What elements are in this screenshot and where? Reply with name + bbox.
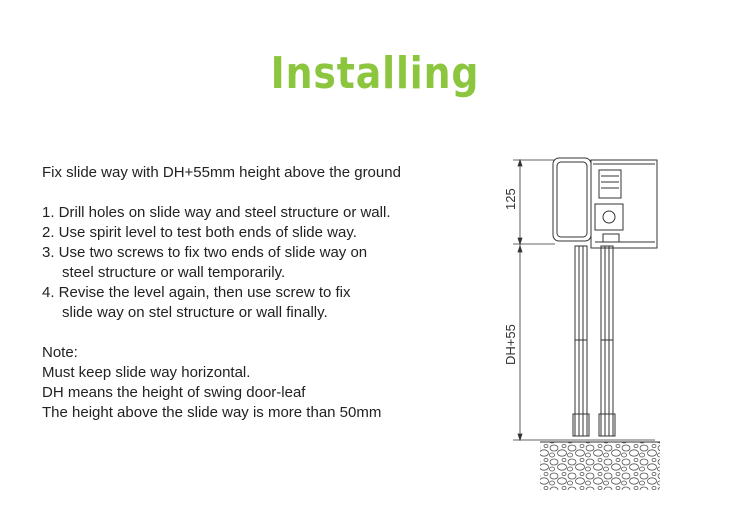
note-line-2: DH means the height of swing door-leaf [42, 384, 306, 401]
note-heading: Note: [42, 344, 78, 361]
page-title: Installing [270, 48, 480, 99]
ground-stones [540, 442, 660, 490]
step-4-cont: slide way on stel structure or wall finally. [62, 304, 328, 321]
operator-housing [553, 158, 657, 248]
note-line-1: Must keep slide way horizontal. [42, 364, 251, 381]
note-line-3: The height above the slide way is more than 50mm [42, 404, 382, 421]
dim-top-label: 125 [503, 188, 518, 210]
installation-diagram [495, 150, 665, 495]
intro-text: Fix slide way with DH+55mm height above the ground [42, 164, 401, 181]
dim-main-label: DH+55 [503, 324, 518, 365]
instructions [42, 163, 462, 423]
door-leaves [573, 246, 615, 436]
step-1: 1. Drill holes on slide way and steel structure or wall. [42, 204, 391, 221]
step-3-cont: steel structure or wall temporarily. [62, 264, 286, 281]
step-4: 4. Revise the level again, then use screw to fix [42, 284, 351, 301]
step-3: 3. Use two screws to fix two ends of slide way on [42, 244, 368, 261]
dimension-lines [513, 160, 655, 440]
step-2: 2. Use spirit level to test both ends of slide way. [42, 224, 357, 241]
